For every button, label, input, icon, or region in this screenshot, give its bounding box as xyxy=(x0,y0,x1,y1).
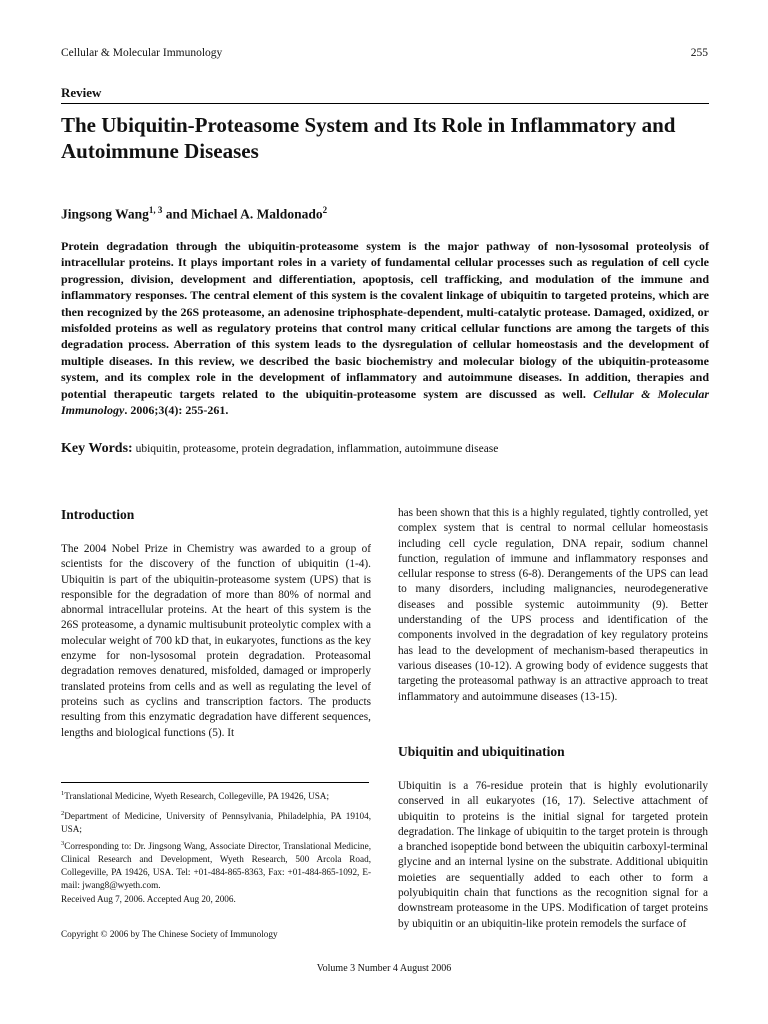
page-footer: Volume 3 Number 4 August 2006 xyxy=(316,963,452,974)
footnote xyxy=(61,807,371,836)
section-heading-introduction: Introduction xyxy=(61,507,135,522)
author-affiliation-mark: 2 xyxy=(322,205,328,215)
author-connector: and xyxy=(162,206,191,222)
author-name: Michael A. Maldonado xyxy=(190,206,323,222)
introduction-paragraph: The 2004 Nobel Prize in Chemistry was awarded to a group of scientists for the discovery of the function of ubiquitin (1-4). Ubiquitin is part of the ubiquitin-proteasome system (UPS) that is responsible for the degradation of more than 80% of normal and abnormal intracellular proteins. At the heart of this system is the 26S proteasome, a dynamic multisubunit proteolytic complex with a molecular weight of 700 kD that, in eukaryotes, functions as the key enzyme for non-lysosomal protein degradation. Proteasomal degradation removes denatured, misfolded, damaged or improperly translated proteins from cells and as well as regulating the level of proteins such as cyclins and transcription factors. The products resulting from this enzymatic degradation have different sequences, lengths and biological functions (5). It xyxy=(61,543,371,739)
footnote xyxy=(61,787,371,803)
author-line xyxy=(61,205,327,223)
header-rule xyxy=(61,103,709,104)
body-paragraph: has been shown that this is a highly regulated, tightly controlled, yet complex system that is central to normal cellular homeostasis including cell cycle regulation, DNA repair, sodium channel function, regulation of immune and inflammatory responses and cellular response to stress (6-8). Derangements of the UPS can lead to many disorders, including malignancies, neurodegenerative diseases and possible systemic autoimmunity (9). Better understanding of the UPS process and identification of the components involved in the degradation of key regulatory proteins has lead to the development of mechanism-based therapeutics in various diseases (10-12). A growing body of evidence suggests that targeting the proteasomal pathway is an attractive approach to treat inflammatory and autoimmune diseases (13-15). xyxy=(398,507,708,703)
section-heading-ubiquitin: Ubiquitin and ubiquitination xyxy=(398,744,565,759)
citation-journal: Cellular & Molecular Immunology xyxy=(61,386,709,418)
author-name: Jingsong Wang xyxy=(61,206,149,222)
received-dates: Received Aug 7, 2006. Accepted Aug 20, 2006. xyxy=(61,894,236,904)
footnote-text: Department of Medicine, University of Pennsylvania, Philadelphia, PA 19104, USA; xyxy=(61,811,371,835)
footnote-text: Corresponding to: Dr. Jingsong Wang, Associate Director, Translational Medicine, Clinical Research and Development, Wyeth Research, 500 Arcola Road, Collegeville, PA 19426, USA. Tel: +01-484-865-8363, Fax: +01-484-865-1092, E-mail: jwang8@wyeth.com. xyxy=(61,841,371,891)
footnote-text: Translational Medicine, Wyeth Research, Collegeville, PA 19426, USA; xyxy=(64,791,329,802)
footnote-mark: 1 xyxy=(61,790,65,797)
footnote-mark: 3 xyxy=(61,840,65,847)
section-label: Review xyxy=(61,85,102,100)
keywords-label: Key Words: xyxy=(61,441,133,456)
keywords-list: ubiquitin, proteasome, protein degradation, inflammation, autoimmune disease xyxy=(135,443,499,455)
abstract xyxy=(61,238,709,418)
copyright-notice: Copyright © 2006 by The Chinese Society of Immunology xyxy=(61,929,278,939)
citation-details: . 2006;3(4): 255-261. xyxy=(124,403,229,418)
author-affiliation-mark: 1, 3 xyxy=(148,205,163,215)
keywords xyxy=(61,441,709,457)
article-title: The Ubiquitin-Proteasome System and Its Role in Inflammatory and Autoimmune Diseases xyxy=(61,113,676,163)
page-number: 255 xyxy=(690,47,708,59)
journal-name: Cellular & Molecular Immunology xyxy=(61,47,223,59)
body-paragraph: Ubiquitin is a 76-residue protein that is highly evolutionarily conserved in all eukaryotes (16, 17). Selective attachment of ubiquitin to proteins is the initial signal for targeted protein degradation. The linkage of ubiquitin to the target protein is through a branched isopeptide bond between the ubiquitin carboxyl-terminal glycine and an internal lysine on the substrate. Additional ubiquitin moieties are sequentially added to each other to form a polyubiquitin chain that functions as the recognition signal for a downstream proteasome in the UPS. Modification of target proteins by ubiquitin or an ubiquitin-like protein remodels the surface of xyxy=(398,780,708,930)
footnote-mark: 2 xyxy=(61,810,65,817)
footnote xyxy=(61,837,371,892)
footnote-rule xyxy=(61,782,369,783)
abstract-body: Protein degradation through the ubiquitin-proteasome system is the major pathway of non-lysosomal proteolysis of intracellular proteins. It plays important roles in a variety of fundamental cellular processes such as regulation of cell cycle progression, division, development and differentiation, apoptosis, cell trafficking, and modulation of the immune and inflammatory responses. The central element of this system is the covalent linkage of ubiquitin to targeted proteins, which are then recognized by the 26S proteasome, an adenosine triphosphate-dependent, multi-catalytic protease. Damaged, oxidized, or misfolded proteins as well as regulatory proteins that control many critical cellular functions are among the targets of this degradation process. Aberration of this system leads to the dysregulation of cellular homeostasis and the development of multiple diseases. In this review, we described the basic biochemistry and molecular biology of the ubiquitin-proteasome system, and its complex role in the development of inflammatory and autoimmune diseases. In addition, therapies and potential therapeutic targets related to the ubiquitin-proteasome system are discussed as well. xyxy=(61,239,709,401)
